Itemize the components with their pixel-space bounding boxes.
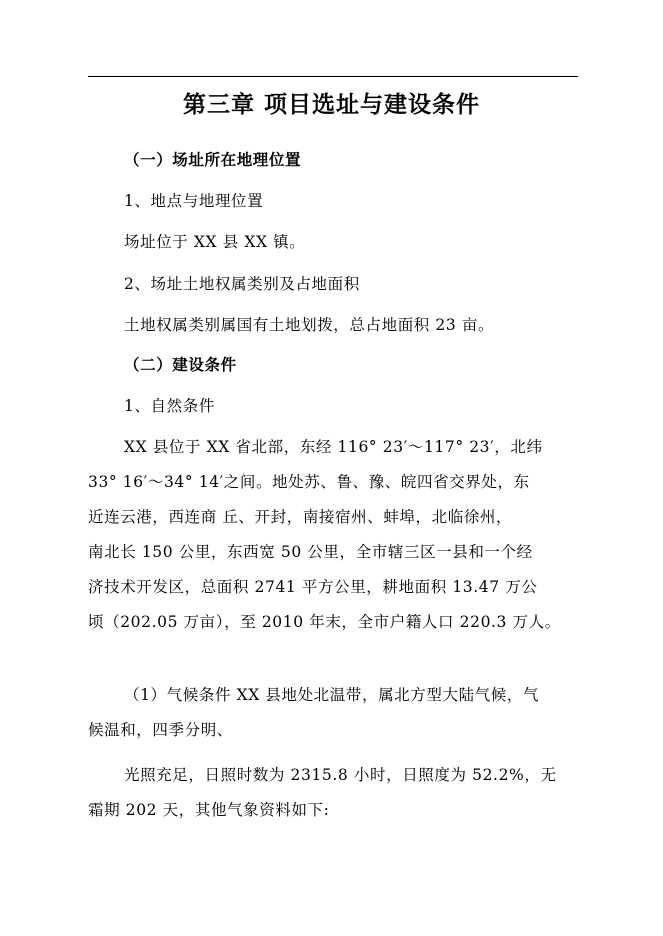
climate-line: 候温和，四季分明、 (88, 721, 233, 739)
paragraph-line: 近连云港，西连商 丘、开封，南接宿州、蚌埠，北临徐州， (88, 508, 513, 526)
paragraph-line: 南北长 150 公里，东西宽 50 公里，全市辖三区一县和一个经 (88, 543, 533, 561)
paragraph-line: XX 县位于 XX 省北部，东经 116° 23′～117° 23′，北纬 (124, 438, 543, 456)
sunlight-line: 霜期 202 天，其他气象资料如下: (88, 801, 330, 819)
paragraph-line: 33° 16′～34° 14′之间。地处苏、鲁、豫、皖四省交界处，东 (88, 473, 530, 491)
paragraph-line: 济技术开发区，总面积 2741 平方公里，耕地面积 13.47 万公 (88, 578, 538, 596)
section-heading-conditions: （二）建设条件 (124, 355, 237, 374)
land-text: 土地权属类别属国有土地划拨，总占地面积 23 亩。 (124, 316, 495, 334)
paragraph-line: 顷（202.05 万亩），至 2010 年末，全市户籍人口 220.3 万人。 (88, 613, 561, 631)
header-rule (88, 76, 578, 77)
location-text: 场址位于 XX 县 XX 镇。 (124, 233, 306, 251)
sunlight-line: 光照充足，日照时数为 2315.8 小时，日照度为 52.2%，无 (124, 766, 557, 784)
subheading-land: 2、场址土地权属类别及占地面积 (124, 275, 360, 293)
climate-line: （1）气候条件 XX 县地处北温带，属北方型大陆气候，气 (124, 686, 540, 704)
subheading-location: 1、地点与地理位置 (124, 192, 264, 210)
section-heading-location: （一）场址所在地理位置 (124, 150, 302, 169)
chapter-title: 第三章 项目选址与建设条件 (182, 91, 480, 118)
subheading-natural: 1、自然条件 (124, 397, 215, 415)
